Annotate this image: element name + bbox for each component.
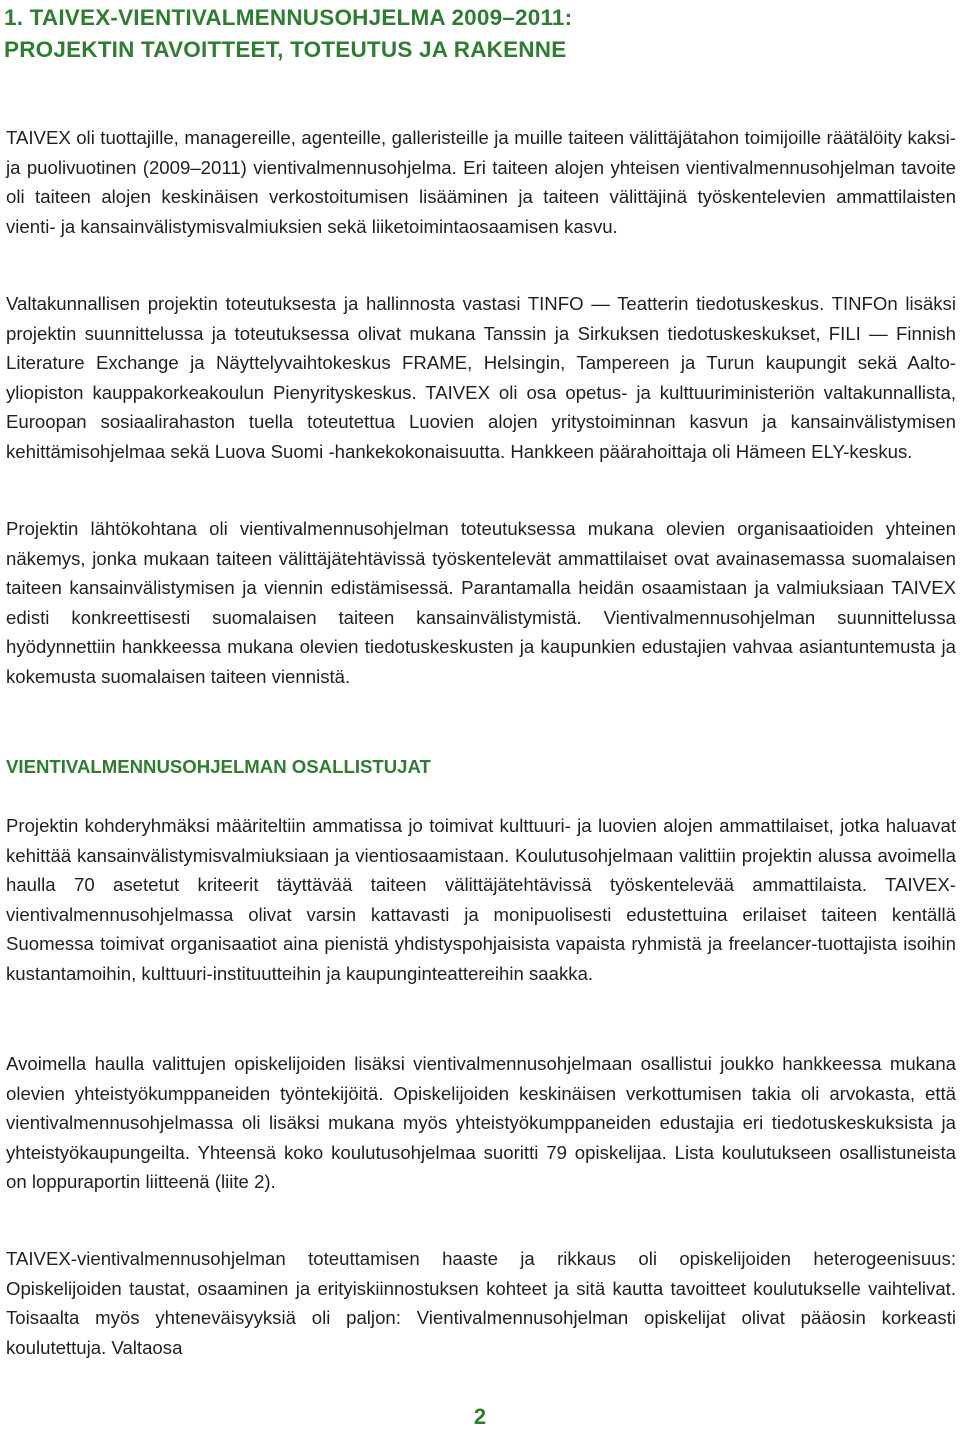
paragraph-heterogeneity-text: TAIVEX-vientivalmennusohjelman toteuttamisen haaste ja rikkaus oli opiskelijoiden heterogeenisuus: Opiskelijoiden taustat, osaaminen ja erityiskiinnostuksen kohteet ja sitä kautta tavoitteet koulutukselle vaihtelivat. Toisaalta myös yhteneväisyyksiä oli paljon: Vientivalmennusohjelman opiskelijat olivat pääosin korkeasti koulutettuja. Valtaosa: [6, 1248, 956, 1358]
paragraph-administration: [6, 289, 956, 467]
paragraph-starting-point: [6, 514, 956, 692]
paragraph-intro: [6, 123, 956, 241]
chapter-heading: [4, 2, 954, 66]
paragraph-target-group: [6, 811, 956, 989]
paragraph-participants-text: Avoimella haulla valittujen opiskelijoiden lisäksi vientivalmennusohjelmaan osallistui joukko hankkeessa mukana olevien yhteistyökumppaneiden työntekijöitä. Opiskelijoiden keskinäisen verkottumisen takia oli arvokasta, että vientivalmennusohjelmassa oli lisäksi mukana myös yhteistyökumppaneiden edustajia eri tiedotuskeskuksista ja yhteistyökaupungeilta. Yhteensä koko koulutusohjelmaa suoritti 79 opiskelijaa. Lista koulutukseen osallistuneista on loppuraportin liitteenä (liite 2).: [6, 1053, 956, 1193]
paragraph-participants: [6, 1049, 956, 1197]
section-heading: VIENTIVALMENNUSOHJELMAN OSALLISTUJAT: [6, 756, 431, 777]
paragraph-heterogeneity: [6, 1244, 956, 1362]
paragraph-target-group-text: Projektin kohderyhmäksi määriteltiin ammatissa jo toimivat kulttuuri- ja luovien alojen ammattilaiset, jotka haluavat kehittää kansainvälistymisvalmiuksiaan ja vientiosaamistaan. Koulutusohjelmaan valittiin projektin alussa avoimella haulla 70 asetetut kriteerit täyttävää taiteen välittäjätehtävissä työskentelevää ammattilaista. TAIVEX-vientivalmennusohjelmassa olivat varsin kattavasti ja monipuolisesti edustettuina erilaiset taiteen kentällä Suomessa toimivat organisaatiot aina pienistä yhdistyspohjaisista vapaista ryhmistä ja freelancer-tuottajista isoihin kustantamoihin, kulttuuri-instituutteihin ja kaupunginteattereihin saakka.: [6, 815, 956, 984]
paragraph-starting-point-text: Projektin lähtökohtana oli vientivalmennusohjelman toteutuksessa mukana olevien organisaatioiden yhteinen näkemys, jonka mukaan taiteen välittäjätehtävissä työskentelevät ammattilaiset ovat avainasemassa suomalaisen taiteen kansainvälistymisen ja viennin edistämisessä. Parantamalla heidän osaamistaan ja valmiuksiaan TAIVEX edisti konkreettisesti suomalaisen taiteen kansainvälistymistä. Vientivalmennusohjelman suunnittelussa hyödynnettiin hankkeessa mukana olevien tiedotuskeskusten ja kaupunkien edustajien vahvaa asiantuntemusta ja kokemusta suomalaisen taiteen viennistä.: [6, 518, 956, 687]
paragraph-administration-text: Valtakunnallisen projektin toteutuksesta ja hallinnosta vastasi TINFO — Teatterin tiedotuskeskus. TINFOn lisäksi projektin suunnittelussa ja toteutuksessa olivat mukana Tanssin ja Sirkuksen tiedotuskeskukset, FILI — Finnish Literature Exchange ja Näyttelyvaihtokeskus FRAME, Helsingin, Tampereen ja Turun kaupungit sekä Aalto-yliopiston kauppakorkeakoulun Pienyrityskeskus. TAIVEX oli osa opetus- ja kulttuuriministeriön valtakunnallista, Euroopan sosiaalirahaston tuella toteutettua Luovien alojen yritystoiminnan kasvun ja kansainvälistymisen kehittämisohjelmaa sekä Luova Suomi -hankekokonaisuutta. Hankkeen päärahoittaja oli Hämeen ELY-keskus.: [6, 293, 956, 462]
chapter-heading-line-1: 1. TAIVEX-VIENTIVALMENNUSOHJELMA 2009–2011:: [4, 5, 573, 30]
page-number: 2: [473, 1404, 487, 1429]
chapter-heading-line-2: PROJEKTIN TAVOITTEET, TOTEUTUS JA RAKENNE: [4, 37, 567, 62]
paragraph-intro-text: TAIVEX oli tuottajille, managereille, agenteille, galleristeille ja muille taiteen välittäjätahon toimijoille räätälöity kaksi- ja puolivuotinen (2009–2011) vientivalmennusohjelma. Eri taiteen alojen yhteisen vientivalmennusohjelman tavoite oli taiteen alojen keskinäisen verkostoitumisen lisääminen ja taiteen välittäjinä työskentelevien ammattilaisten vienti- ja kansainvälistymisvalmiuksien sekä liiketoimintaosaamisen kasvu.: [6, 127, 956, 237]
